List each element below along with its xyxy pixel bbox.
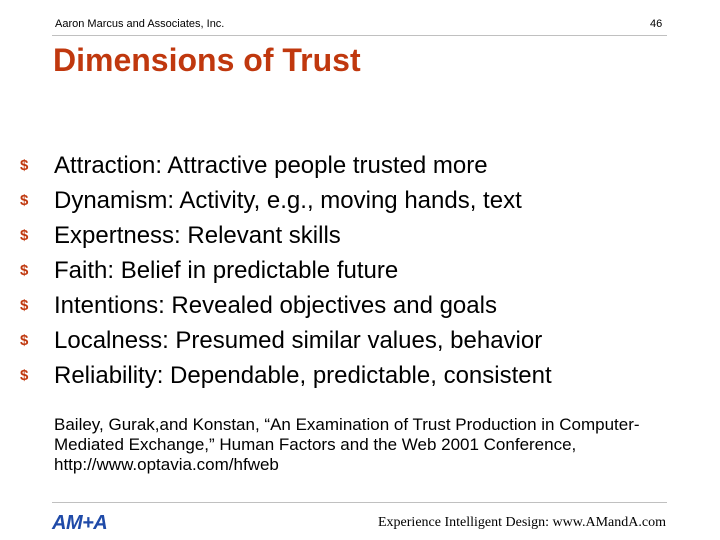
dollar-sign-icon: $ <box>20 192 29 209</box>
citation: Bailey, Gurak,and Konstan, “An Examination of Trust Production in Computer-Mediated Exchange,” Human Factors and the Web 2001 Conference, http://www.optavia.com/hfweb <box>54 415 640 474</box>
bullet-text: Intentions: Revealed objectives and goals <box>54 292 497 319</box>
dollar-sign-icon: $ <box>20 262 29 279</box>
bullet-item <box>20 253 552 288</box>
header-company: Aaron Marcus and Associates, Inc. <box>55 18 225 30</box>
dollar-sign-icon: $ <box>20 157 29 174</box>
bullet-item <box>20 218 552 253</box>
bullet-item <box>20 288 552 323</box>
bullet-list <box>20 148 552 393</box>
logo: AM+A <box>52 512 108 534</box>
dollar-sign-icon: $ <box>20 367 29 384</box>
bullet-text: Localness: Presumed similar values, behavior <box>54 327 543 354</box>
footer-divider <box>52 502 667 503</box>
bullet-text: Dynamism: Activity, e.g., moving hands, text <box>54 187 522 214</box>
bullet-text: Attraction: Attractive people trusted more <box>54 152 488 179</box>
slide-title: Dimensions of Trust <box>53 42 361 78</box>
bullet-text: Reliability: Dependable, predictable, consistent <box>54 362 552 389</box>
bullet-item <box>20 358 552 393</box>
header-divider <box>52 35 667 36</box>
bullet-item <box>20 148 552 183</box>
dollar-sign-icon: $ <box>20 332 29 349</box>
footer-tagline: Experience Intelligent Design: www.AMandA.com <box>378 515 666 530</box>
bullet-item <box>20 323 552 358</box>
dollar-sign-icon: $ <box>20 227 29 244</box>
bullet-text: Expertness: Relevant skills <box>54 222 341 249</box>
dollar-sign-icon: $ <box>20 297 29 314</box>
bullet-item <box>20 183 552 218</box>
bullet-text: Faith: Belief in predictable future <box>54 257 399 284</box>
page-number: 46 <box>650 18 663 30</box>
